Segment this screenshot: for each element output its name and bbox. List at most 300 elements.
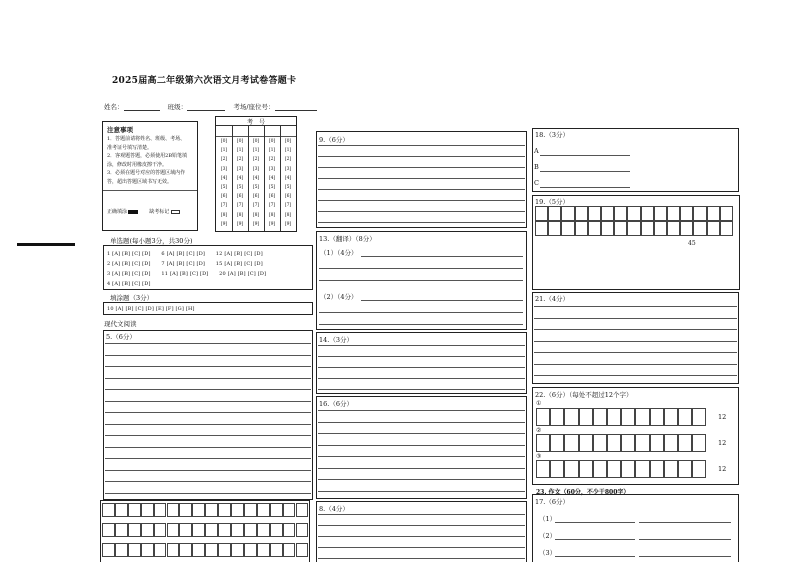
exam-digit-bubble[interactable]: [7] — [284, 203, 292, 209]
composition-cell[interactable] — [270, 503, 283, 517]
q14-answer-box[interactable] — [316, 332, 527, 394]
answer-line — [361, 300, 523, 301]
q13-label: 13.（翻译）（8分） — [319, 235, 376, 243]
q5-label: 5.（6分） — [106, 333, 136, 341]
answer-line — [534, 364, 737, 365]
choice-row[interactable]: 4 [A] [B] [C] [D] — [107, 281, 151, 287]
exam-digit-bubble[interactable]: [7] — [268, 203, 276, 209]
char-cell[interactable] — [641, 221, 654, 236]
answer-line — [534, 341, 737, 342]
char-cell[interactable] — [607, 408, 621, 426]
char-limit-label: 12 — [718, 439, 727, 447]
notes-text — [107, 135, 195, 186]
exam-digit-bubble[interactable]: [7] — [236, 203, 244, 209]
answer-line — [105, 447, 311, 448]
answer-line — [318, 445, 525, 446]
char-cell[interactable] — [561, 221, 574, 236]
exam-digit-bubble[interactable]: [0] — [268, 139, 276, 144]
q13-answer-box[interactable] — [316, 231, 527, 330]
answer-line — [639, 556, 731, 557]
composition-cell[interactable] — [179, 523, 192, 537]
char-cell[interactable] — [579, 460, 593, 478]
answer-line — [105, 343, 311, 344]
name-field[interactable] — [124, 103, 160, 111]
fill-sample — [107, 208, 180, 217]
answer-line — [318, 558, 525, 559]
choice-row[interactable]: 3 [A] [B] [C] [D] 11 [A] [B] [C] [D] 20 [A] [B] [C] [D] — [107, 271, 267, 277]
char-cell[interactable] — [692, 408, 706, 426]
composition-cell[interactable] — [192, 523, 205, 537]
char-cell[interactable] — [588, 206, 601, 221]
char-cell[interactable] — [601, 221, 614, 236]
answer-line — [534, 352, 737, 353]
answer-line — [318, 456, 525, 457]
char-cell[interactable] — [535, 206, 548, 221]
char-cell[interactable] — [627, 221, 640, 236]
q13-part2-label: （2）（4分） — [320, 293, 358, 301]
composition-cell[interactable] — [270, 523, 283, 537]
exam-number-box — [215, 116, 297, 232]
q18-option-b: B — [534, 163, 539, 171]
notes-line: 涂，修改时用橡皮擦干净。 — [107, 161, 168, 168]
exam-digit-bubble[interactable]: [3] — [284, 166, 292, 172]
char-cell[interactable] — [654, 221, 667, 236]
char-cell[interactable] — [550, 434, 564, 452]
char-cell[interactable] — [693, 206, 706, 221]
composition-cell[interactable] — [257, 503, 270, 517]
char-cell[interactable] — [641, 206, 654, 221]
char-cell[interactable] — [635, 408, 649, 426]
exam-digit-bubble[interactable]: [0] — [252, 139, 260, 144]
composition-cell[interactable] — [115, 523, 128, 537]
composition-cell[interactable] — [244, 503, 257, 517]
char-cell[interactable] — [678, 460, 692, 478]
composition-cell[interactable] — [205, 523, 218, 537]
answer-line — [318, 156, 525, 157]
answer-line — [318, 367, 525, 368]
composition-cell[interactable] — [128, 543, 141, 557]
composition-cell[interactable] — [167, 523, 180, 537]
exam-digit-bubble[interactable]: [2] — [220, 157, 228, 163]
exam-digit-bubble[interactable]: [5] — [252, 185, 260, 190]
q16-label: 16.（6分） — [319, 400, 353, 408]
char-cell[interactable] — [650, 434, 664, 452]
char-cell[interactable] — [627, 206, 640, 221]
composition-cell[interactable] — [218, 543, 231, 557]
single-choice-heading: 单选题(每小题3分，共30分) — [110, 237, 193, 245]
notes-box — [102, 121, 198, 231]
answer-line — [318, 536, 525, 537]
answer-line — [318, 525, 525, 526]
char-cell[interactable] — [614, 206, 627, 221]
answer-line — [540, 155, 630, 156]
q18-answer-box[interactable] — [532, 128, 739, 192]
composition-cell[interactable] — [218, 503, 231, 517]
composition-cell[interactable] — [296, 523, 309, 537]
exam-digit-bubble[interactable]: [6] — [284, 194, 292, 200]
answer-line — [534, 375, 737, 376]
answer-line — [540, 171, 630, 172]
name-label: 姓名： — [104, 103, 124, 111]
answer-line — [534, 318, 737, 319]
composition-cell[interactable] — [141, 523, 154, 537]
fill-blank-heading: 填涂题（3分） — [110, 294, 154, 302]
char-cell[interactable] — [707, 221, 720, 236]
exam-digit-bubble[interactable]: [9] — [236, 221, 244, 227]
answer-line — [318, 514, 525, 515]
notes-line: 准考证号填写清楚。 — [107, 144, 153, 151]
exam-digit-bubble[interactable]: [4] — [220, 175, 228, 181]
exam-digit-bubble[interactable]: [6] — [236, 194, 244, 200]
exam-digit-bubble[interactable]: [0] — [220, 139, 228, 144]
q21-label: 21.（4分） — [535, 295, 569, 303]
composition-cell[interactable] — [128, 503, 141, 517]
char-cell[interactable] — [693, 221, 706, 236]
q16-answer-box[interactable] — [316, 396, 527, 499]
q17-label: 17.（6分） — [535, 498, 569, 506]
section-heading-modern-reading: 现代文阅读 — [104, 320, 137, 328]
exam-digit-bubble[interactable]: [8] — [268, 212, 276, 218]
answer-line — [105, 366, 311, 367]
char-cell[interactable] — [561, 206, 574, 221]
q5-answer-box[interactable] — [103, 330, 313, 500]
margin-bar — [17, 243, 75, 246]
q9-label: 9.（6分） — [319, 136, 349, 144]
answer-line — [105, 458, 311, 459]
char-cell[interactable] — [707, 206, 720, 221]
answer-line — [318, 189, 525, 190]
answer-line — [555, 522, 635, 523]
char-cell[interactable] — [720, 221, 733, 236]
composition-cell[interactable] — [218, 523, 231, 537]
exam-digit-bubble[interactable]: [7] — [252, 203, 260, 209]
char-cell[interactable] — [564, 408, 578, 426]
absent-mark-box[interactable] — [171, 210, 180, 214]
choice-row[interactable]: 1 [A] [B] [C] [D] 6 [A] [B] [C] [D] 12 [A] [B] [C] [D] — [107, 251, 263, 257]
char-cell[interactable] — [607, 460, 621, 478]
exam-digit-bubble[interactable]: [4] — [268, 175, 276, 181]
exam-digit-bubble[interactable]: [1] — [284, 148, 292, 154]
char-cell[interactable] — [680, 206, 693, 221]
char-cell[interactable] — [650, 408, 664, 426]
composition-cell[interactable] — [283, 543, 296, 557]
answer-line — [318, 547, 525, 548]
notes-line: 1．答题前请将姓名、班级、考场、 — [107, 136, 186, 142]
q18-option-c: C — [534, 179, 539, 187]
composition-cell[interactable] — [205, 543, 218, 557]
composition-cell[interactable] — [154, 523, 167, 537]
composition-cell[interactable] — [244, 523, 257, 537]
exam-digit-bubble[interactable]: [3] — [268, 166, 276, 172]
char-cell[interactable] — [593, 434, 607, 452]
answer-line — [318, 145, 525, 146]
composition-grid[interactable] — [100, 500, 310, 562]
exam-digit-bubble[interactable]: [3] — [220, 166, 228, 172]
q17-part2-label: （2） — [539, 532, 557, 540]
answer-line — [318, 356, 525, 357]
char-cell[interactable] — [535, 221, 548, 236]
answer-line — [555, 539, 635, 540]
answer-line — [105, 401, 311, 402]
q17-part3-label: （3） — [539, 549, 557, 557]
composition-cell[interactable] — [115, 543, 128, 557]
composition-cell[interactable] — [141, 503, 154, 517]
char-cell[interactable] — [667, 206, 680, 221]
exam-digit-bubble[interactable]: [8] — [284, 212, 292, 218]
exam-digit-bubble[interactable]: [2] — [236, 157, 244, 163]
q23-title: 23. 作文（60分，不少于800字） — [536, 489, 630, 496]
exam-digit-bubble[interactable]: [3] — [252, 166, 260, 172]
q22-answer-box[interactable] — [532, 387, 739, 485]
notes-line: 3．必须在题号对应的答题区域内作 — [107, 170, 186, 176]
composition-cell[interactable] — [141, 543, 154, 557]
composition-cell[interactable] — [192, 503, 205, 517]
exam-digit-bubble[interactable]: [8] — [236, 212, 244, 218]
char-cell[interactable] — [607, 434, 621, 452]
composition-cell[interactable] — [167, 543, 180, 557]
char-cell[interactable] — [548, 221, 561, 236]
composition-cell[interactable] — [128, 523, 141, 537]
answer-line — [318, 410, 525, 411]
char-cell[interactable] — [550, 460, 564, 478]
char-cell[interactable] — [579, 434, 593, 452]
answer-line — [639, 522, 731, 523]
q17-part1-label: （1） — [539, 515, 557, 523]
q17-answer-box[interactable] — [532, 494, 739, 562]
class-field[interactable] — [187, 103, 225, 111]
exam-digit-bubble[interactable]: [6] — [268, 194, 276, 200]
q8-answer-box[interactable] — [316, 501, 527, 562]
answer-line — [639, 539, 731, 540]
exam-number-columns — [216, 126, 296, 231]
q22-row3-label: ③ — [536, 453, 542, 460]
answer-line — [318, 491, 525, 492]
exam-digit-bubble[interactable]: [4] — [236, 175, 244, 181]
absent-label: 缺考标记 — [149, 209, 170, 215]
composition-cell[interactable] — [296, 543, 309, 557]
composition-cell[interactable] — [167, 503, 180, 517]
q14-label: 14.（3分） — [319, 336, 353, 344]
exam-digit-bubble[interactable]: [0] — [284, 139, 292, 144]
q18-label: 18.（3分） — [535, 131, 569, 139]
fill-blank-box — [103, 302, 313, 315]
answer-line — [105, 378, 311, 379]
q22-row1-label: ① — [536, 400, 542, 407]
exam-digit-bubble[interactable]: [4] — [252, 175, 260, 181]
composition-cell[interactable] — [179, 503, 192, 517]
room-field[interactable] — [275, 103, 317, 111]
notes-line: 答，超出答题区域书写无效。 — [107, 178, 173, 185]
char-cell[interactable] — [678, 434, 692, 452]
answer-line — [534, 306, 737, 307]
composition-cell[interactable] — [231, 543, 244, 557]
answer-line — [318, 222, 525, 223]
correct-fill-icon — [128, 210, 138, 214]
answer-line — [105, 435, 311, 436]
composition-cell[interactable] — [192, 543, 205, 557]
char-cell[interactable] — [621, 408, 635, 426]
composition-cell[interactable] — [231, 503, 244, 517]
answer-line — [319, 280, 523, 281]
exam-digit-bubble[interactable]: [4] — [284, 175, 292, 181]
answer-line — [105, 389, 311, 390]
exam-digit-bubble[interactable]: [8] — [252, 212, 260, 218]
exam-digit-bubble[interactable]: [1] — [252, 148, 260, 154]
q19-char-count: 45 — [688, 240, 696, 247]
answer-line — [361, 256, 523, 257]
answer-line — [318, 479, 525, 480]
exam-digit-bubble[interactable]: [1] — [236, 148, 244, 154]
answer-line — [105, 355, 311, 356]
notes-line: 2．客观题答题，必须使用2B铅笔填 — [107, 153, 188, 159]
char-cell[interactable] — [575, 221, 588, 236]
answer-line — [319, 268, 523, 269]
exam-digit-bubble[interactable]: [3] — [236, 166, 244, 172]
answer-line — [105, 493, 311, 494]
notes-heading: 注意事项 — [107, 126, 133, 134]
composition-cell[interactable] — [102, 523, 115, 537]
composition-cell[interactable] — [179, 543, 192, 557]
char-cell[interactable] — [579, 408, 593, 426]
exam-digit-bubble[interactable]: [7] — [220, 203, 228, 209]
answer-line — [318, 211, 525, 212]
answer-line — [318, 422, 525, 423]
single-choice-box — [103, 245, 313, 290]
exam-digit-bubble[interactable]: [2] — [284, 157, 292, 163]
class-label: 班级： — [167, 103, 188, 111]
exam-digit-bubble[interactable]: [1] — [220, 148, 228, 154]
composition-cell[interactable] — [283, 523, 296, 537]
char-cell[interactable] — [593, 460, 607, 478]
answer-line — [319, 324, 523, 325]
composition-cell[interactable] — [283, 503, 296, 517]
q13-part1-label: （1）（4分） — [320, 249, 358, 257]
composition-cell[interactable] — [205, 503, 218, 517]
page-title: 2025届高二年级第六次语文月考试卷答题卡 — [112, 76, 297, 86]
char-cell[interactable] — [680, 221, 693, 236]
char-cell[interactable] — [664, 460, 678, 478]
answer-line — [318, 378, 525, 379]
char-cell[interactable] — [588, 221, 601, 236]
composition-cell[interactable] — [154, 503, 167, 517]
answer-line — [105, 481, 311, 482]
info-line — [104, 102, 317, 111]
answer-line — [318, 433, 525, 434]
exam-digit-bubble[interactable]: [5] — [284, 185, 292, 190]
exam-digit-bubble[interactable]: [2] — [268, 157, 276, 163]
composition-cell[interactable] — [244, 543, 257, 557]
char-cell[interactable] — [635, 460, 649, 478]
q18-option-a: A — [534, 147, 539, 155]
answer-line — [540, 187, 630, 188]
char-cell[interactable] — [664, 434, 678, 452]
char-cell[interactable] — [720, 206, 733, 221]
exam-digit-bubble[interactable]: [6] — [220, 194, 228, 200]
composition-cell[interactable] — [102, 543, 115, 557]
answer-line — [534, 329, 737, 330]
char-cell[interactable] — [550, 408, 564, 426]
answer-line — [318, 200, 525, 201]
char-cell[interactable] — [536, 460, 550, 478]
exam-digit-bubble[interactable]: [1] — [268, 148, 276, 154]
answer-line — [319, 312, 523, 313]
exam-digit-bubble[interactable]: [9] — [284, 221, 292, 227]
char-cell[interactable] — [621, 460, 635, 478]
exam-digit-bubble[interactable]: [5] — [268, 185, 276, 190]
answer-line — [105, 470, 311, 471]
char-cell[interactable] — [601, 206, 614, 221]
exam-digit-bubble[interactable]: [8] — [220, 212, 228, 218]
exam-digit-bubble[interactable]: [9] — [268, 221, 276, 227]
answer-line — [555, 556, 635, 557]
char-cell[interactable] — [678, 408, 692, 426]
correct-fill-label: 正确填涂 — [107, 209, 128, 215]
answer-line — [318, 468, 525, 469]
answer-line — [318, 167, 525, 168]
char-cell[interactable] — [664, 408, 678, 426]
answer-line — [318, 389, 525, 390]
q9-answer-box[interactable] — [316, 131, 527, 228]
q19-answer-box[interactable] — [532, 195, 740, 290]
char-cell[interactable] — [692, 460, 706, 478]
char-cell[interactable] — [564, 434, 578, 452]
char-limit-label: 12 — [718, 413, 727, 421]
char-cell[interactable] — [621, 434, 635, 452]
composition-cell[interactable] — [154, 543, 167, 557]
composition-cell[interactable] — [257, 523, 270, 537]
answer-line — [318, 345, 525, 346]
composition-cell[interactable] — [231, 523, 244, 537]
answer-line — [318, 178, 525, 179]
exam-digit-bubble[interactable]: [2] — [252, 157, 260, 163]
composition-cell[interactable] — [270, 543, 283, 557]
fill-blank-row[interactable]: 10 [A] [B] [C] [D] [E] [F] [G] [H] — [107, 306, 195, 312]
char-cell[interactable] — [536, 408, 550, 426]
q22-row2-label: ② — [536, 427, 542, 434]
char-cell[interactable] — [564, 460, 578, 478]
composition-cell[interactable] — [102, 503, 115, 517]
char-cell[interactable] — [614, 221, 627, 236]
composition-cell[interactable] — [257, 543, 270, 557]
q21-answer-box[interactable] — [532, 292, 739, 384]
exam-digit-bubble[interactable]: [9] — [220, 221, 228, 227]
char-cell[interactable] — [635, 434, 649, 452]
char-cell[interactable] — [650, 460, 664, 478]
exam-digit-bubble[interactable]: [9] — [252, 221, 260, 227]
answer-line — [105, 412, 311, 413]
char-cell[interactable] — [692, 434, 706, 452]
notes-divider — [103, 190, 197, 191]
char-cell[interactable] — [667, 221, 680, 236]
exam-digit-bubble[interactable]: [5] — [220, 185, 228, 190]
q22-label: 22.（6分）（每处不超过12个字） — [535, 391, 633, 399]
answer-line — [105, 424, 311, 425]
exam-digit-bubble[interactable]: [0] — [236, 139, 244, 144]
exam-digit-bubble[interactable]: [6] — [252, 194, 260, 200]
choice-row[interactable]: 2 [A] [B] [C] [D] 7 [A] [B] [C] [D] 15 [A] [B] [C] [D] — [107, 261, 263, 267]
char-cell[interactable] — [575, 206, 588, 221]
q8-label: 8.（4分） — [319, 505, 349, 513]
char-cell[interactable] — [536, 434, 550, 452]
char-cell[interactable] — [593, 408, 607, 426]
composition-cell[interactable] — [115, 503, 128, 517]
composition-cell[interactable] — [296, 503, 309, 517]
char-cell[interactable] — [654, 206, 667, 221]
char-cell[interactable] — [548, 206, 561, 221]
char-limit-label: 12 — [718, 465, 727, 473]
room-label: 考场/座位号： — [233, 103, 275, 111]
exam-digit-bubble[interactable]: [5] — [236, 185, 244, 190]
